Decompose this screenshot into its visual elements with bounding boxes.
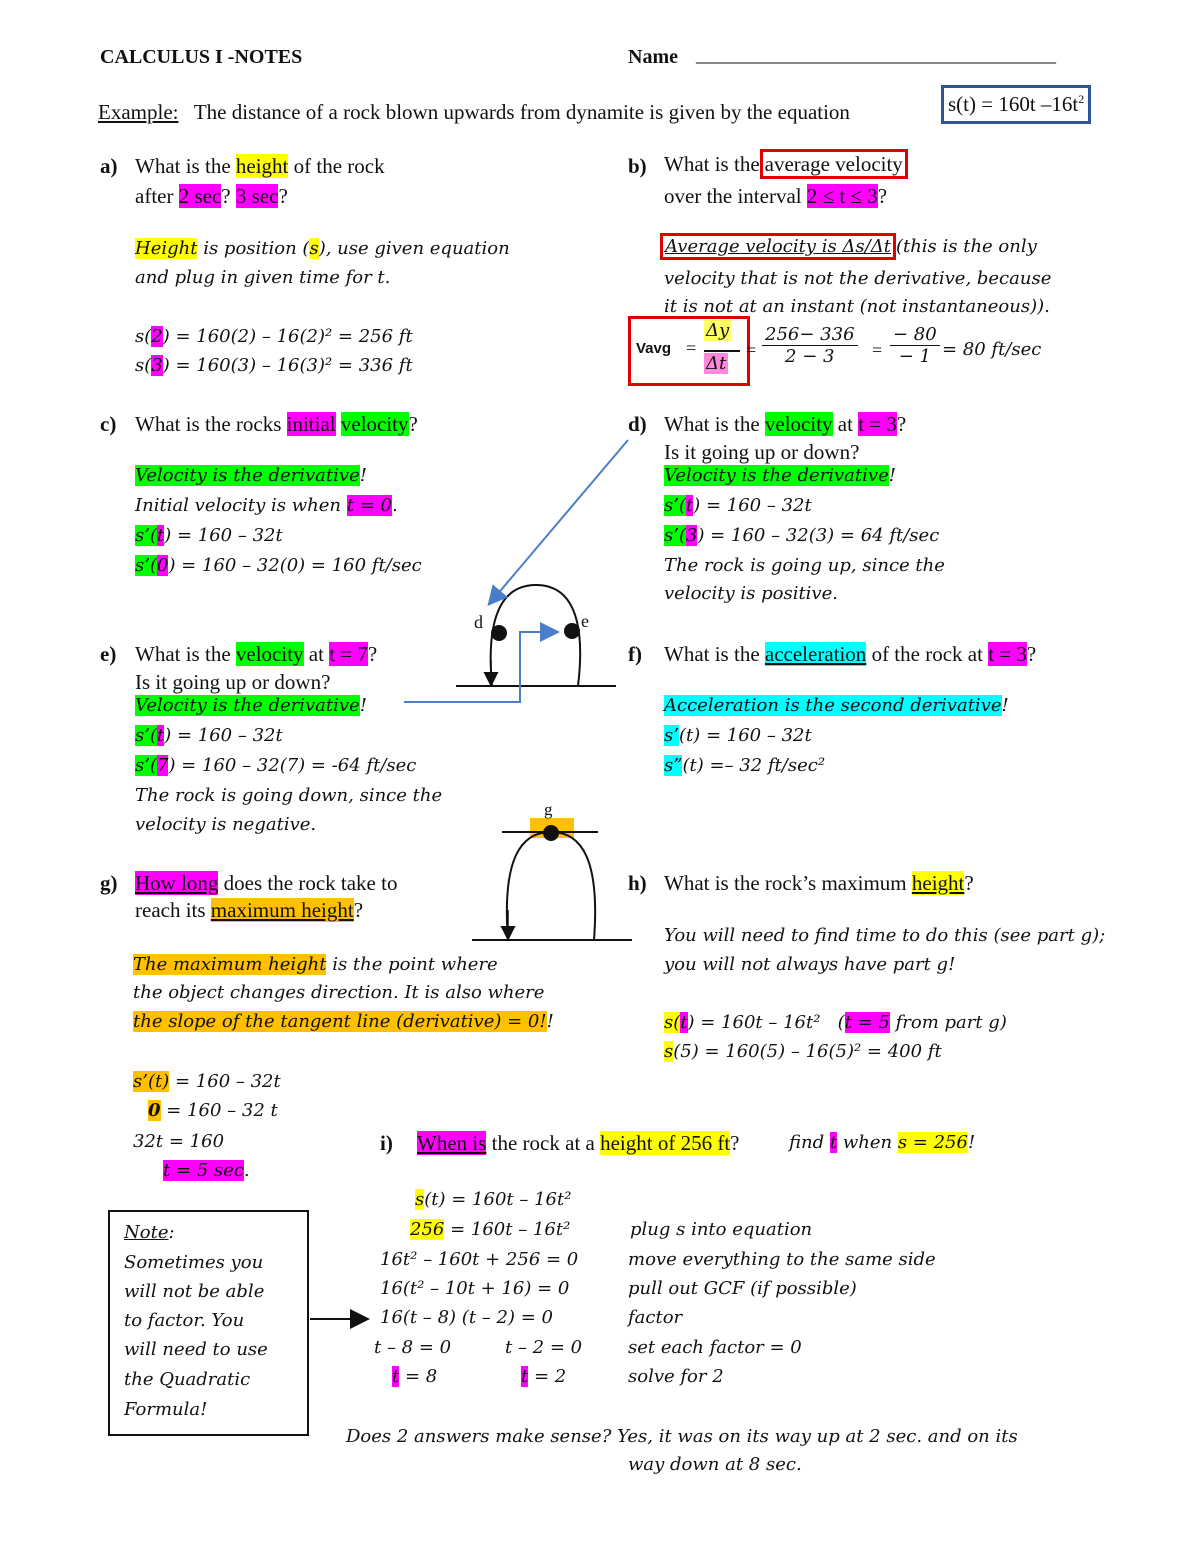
part-g-eq1: s’(t) = 160 – 32t: [133, 1071, 281, 1092]
part-i-s5-note: factor: [628, 1307, 683, 1328]
part-b-def-line2: velocity that is not the derivative, because: [664, 268, 1052, 289]
vavg-dt: Δt: [706, 353, 727, 374]
note-line-1: Sometimes you: [124, 1252, 264, 1273]
part-b-question-line1: What is the average velocity: [664, 152, 908, 177]
trajectory-arc-lower: [507, 832, 595, 940]
note-line-4: will need to use: [124, 1339, 268, 1360]
highlight-interval: 2 ≤ t ≤ 3: [806, 184, 878, 208]
vavg-label: Vavg: [636, 340, 672, 357]
part-h-question: What is the rock’s maximum height?: [664, 871, 974, 895]
part-g-question2: reach its maximum height?: [135, 898, 364, 922]
part-d-l2: s’(t) = 160 – 32t: [664, 495, 812, 516]
part-e-l1: Velocity is the derivative!: [135, 695, 367, 716]
part-b-question-line2: over the interval 2 ≤ t ≤ 3?: [664, 184, 888, 208]
part-d-label: d): [628, 412, 647, 436]
fraction1: $\frac{256- 336}{2 - 3}$: [762, 324, 858, 367]
name-line: ____________________________________: [696, 44, 1056, 66]
part-h-l2: you will not always have part g!: [664, 954, 956, 975]
part-e-l5: velocity is negative.: [135, 814, 317, 835]
part-i-label: i): [380, 1131, 393, 1155]
part-c-l2: Initial velocity is when t = 0.: [135, 495, 398, 516]
part-h-label: h): [628, 871, 647, 895]
part-f-l2: s’(t) = 160 – 32t: [664, 725, 812, 746]
vavg-result: = 80 ft/sec: [942, 339, 1042, 360]
part-i-s1: s(t) = 160t – 16t²: [415, 1189, 572, 1210]
part-g-label: g): [100, 871, 118, 895]
part-d-question: What is the velocity at t = 3?: [664, 412, 907, 436]
part-c-question: What is the rocks initial velocity?: [135, 412, 418, 436]
point-d-dot: [491, 625, 507, 641]
arrow-to-d: [490, 440, 628, 603]
part-i-question: When is the rock at a height of 256 ft?: [417, 1131, 740, 1155]
part-i-s4-note: pull out GCF (if possible): [628, 1278, 857, 1299]
course-title: CALCULUS I -NOTES: [100, 46, 303, 68]
note-line-2: will not be able: [124, 1281, 265, 1302]
note-title: Note:: [124, 1222, 175, 1243]
part-i-s6b: t – 2 = 0: [505, 1337, 583, 1358]
part-f-question: What is the acceleration of the rock at t = 3?: [664, 642, 1037, 666]
part-c-l1: Velocity is the derivative!: [135, 465, 367, 486]
part-c-l3: s’(t) = 160 – 32t: [135, 525, 283, 546]
point-g-label: g: [544, 800, 553, 819]
part-e-l4: The rock is going down, since the: [135, 785, 443, 806]
part-a-answer-line1: Height is position (s), use given equation: [135, 238, 510, 259]
example-text: The distance of a rock blown upwards from dynamite is given by the equation: [193, 100, 850, 124]
equation-text: s(t) = 160t –16t: [948, 92, 1079, 116]
part-a-eq1: s(2) = 160(2) – 16(2)² = 256 ft: [135, 326, 413, 347]
part-h-l4: s(5) = 160(5) – 16(5)² = 400 ft: [664, 1041, 942, 1062]
part-i-s7-note: solve for 2: [628, 1366, 724, 1387]
part-i-s2: 256 = 160t – 16t²: [410, 1219, 571, 1240]
part-i-s4: 16(t² – 10t + 16) = 0: [380, 1278, 570, 1299]
part-i-s2-note: plug s into equation: [630, 1219, 813, 1240]
part-a-answer-line2: and plug in given time for t.: [135, 267, 391, 288]
part-e-l2: s’(t) = 160 – 32t: [135, 725, 283, 746]
vavg-dy: Δy: [706, 320, 730, 341]
part-d-l1: Velocity is the derivative!: [664, 465, 896, 486]
part-d-question2: Is it going up or down?: [664, 440, 860, 464]
part-d-l4: The rock is going up, since the: [664, 555, 945, 576]
part-a-question-line2: after 2 sec? 3 sec?: [135, 184, 288, 208]
average-velocity-box: average velocity: [760, 149, 908, 179]
part-f-l3: s”(t) =– 32 ft/sec²: [664, 755, 826, 776]
point-g-dot: [543, 825, 559, 841]
highlight-2sec: 2 sec: [178, 184, 222, 208]
part-i-s6-note: set each factor = 0: [628, 1337, 802, 1358]
part-i-find: find t when s = 256!: [789, 1132, 976, 1153]
part-g-eq3: 32t = 160: [133, 1131, 225, 1152]
highlight-height: height: [235, 154, 289, 178]
part-i-s7a: t = 8: [392, 1366, 438, 1387]
part-g-l1: The maximum height is the point where: [133, 954, 498, 975]
part-g-question1: How long does the rock take to: [135, 871, 398, 895]
part-g-eq4: t = 5 sec.: [163, 1160, 250, 1181]
part-a-eq2: s(3) = 160(3) – 16(3)² = 336 ft: [135, 355, 413, 376]
part-g-l2: the object changes direction. It is also where: [133, 982, 545, 1003]
part-h-l3: s(t) = 160t – 16t² (t = 5 from part g): [664, 1012, 1007, 1033]
part-b-label: b): [628, 154, 647, 178]
part-a-question-line1: What is the height of the rock: [135, 154, 385, 178]
part-f-l1: Acceleration is the second derivative!: [664, 695, 1009, 716]
fraction2: $\frac{- 80}{- 1}$: [890, 324, 940, 367]
point-d-label: d: [474, 612, 483, 632]
part-h-l1: You will need to find time to do this (see part g);: [664, 925, 1106, 946]
note-line-5: the Quadratic: [124, 1369, 251, 1390]
vavg-equals-3: =: [872, 340, 883, 360]
equation-exponent: 2: [1078, 92, 1085, 106]
part-b-def-line1: Average velocity is Δs/Δt (this is the only: [660, 236, 1037, 257]
highlight-3sec: 3 sec: [235, 184, 279, 208]
part-e-label: e): [100, 642, 117, 666]
example-label: Example:: [98, 100, 179, 124]
point-e-dot: [564, 623, 580, 639]
closing-line1: Does 2 answers make sense? Yes, it was on its way up at 2 sec. and on its: [346, 1426, 1018, 1447]
part-i-s6a: t – 8 = 0: [374, 1337, 452, 1358]
part-c-label: c): [100, 412, 117, 436]
part-d-l5: velocity is positive.: [664, 583, 838, 604]
part-e-l3: s’(7) = 160 – 32(7) = -64 ft/sec: [135, 755, 417, 776]
note-line-3: to factor. You: [124, 1310, 245, 1331]
part-i-s5: 16(t – 8) (t – 2) = 0: [380, 1307, 553, 1328]
note-line-6: Formula!: [124, 1399, 208, 1420]
part-b-def-line3: it is not at an instant (not instantaneous)).: [664, 296, 1050, 317]
point-e-label: e: [581, 611, 589, 631]
part-i-s3-note: move everything to the same side: [628, 1249, 936, 1270]
part-e-question2: Is it going up or down?: [135, 670, 331, 694]
name-label: Name: [628, 46, 678, 68]
part-i-s7b: t = 2: [521, 1366, 567, 1387]
part-g-l3: the slope of the tangent line (derivative) = 0!!: [133, 1011, 554, 1032]
part-g-eq2: 0 = 160 – 32 t: [148, 1100, 278, 1121]
arrow-to-e: [404, 632, 556, 702]
vavg-equals-2: =: [746, 340, 757, 360]
part-d-l3: s’(3) = 160 – 32(3) = 64 ft/sec: [664, 525, 940, 546]
vavg-equals: =: [686, 338, 697, 358]
closing-line2: way down at 8 sec.: [628, 1454, 802, 1475]
average-velocity-def-box: Average velocity is Δs/Δt: [660, 233, 896, 260]
part-i-s3: 16t² – 160t + 256 = 0: [380, 1249, 579, 1270]
part-e-question: What is the velocity at t = 7?: [135, 642, 378, 666]
part-f-label: f): [628, 642, 642, 666]
part-c-l4: s’(0) = 160 – 32(0) = 160 ft/sec: [135, 555, 422, 576]
part-a-label: a): [100, 154, 118, 178]
